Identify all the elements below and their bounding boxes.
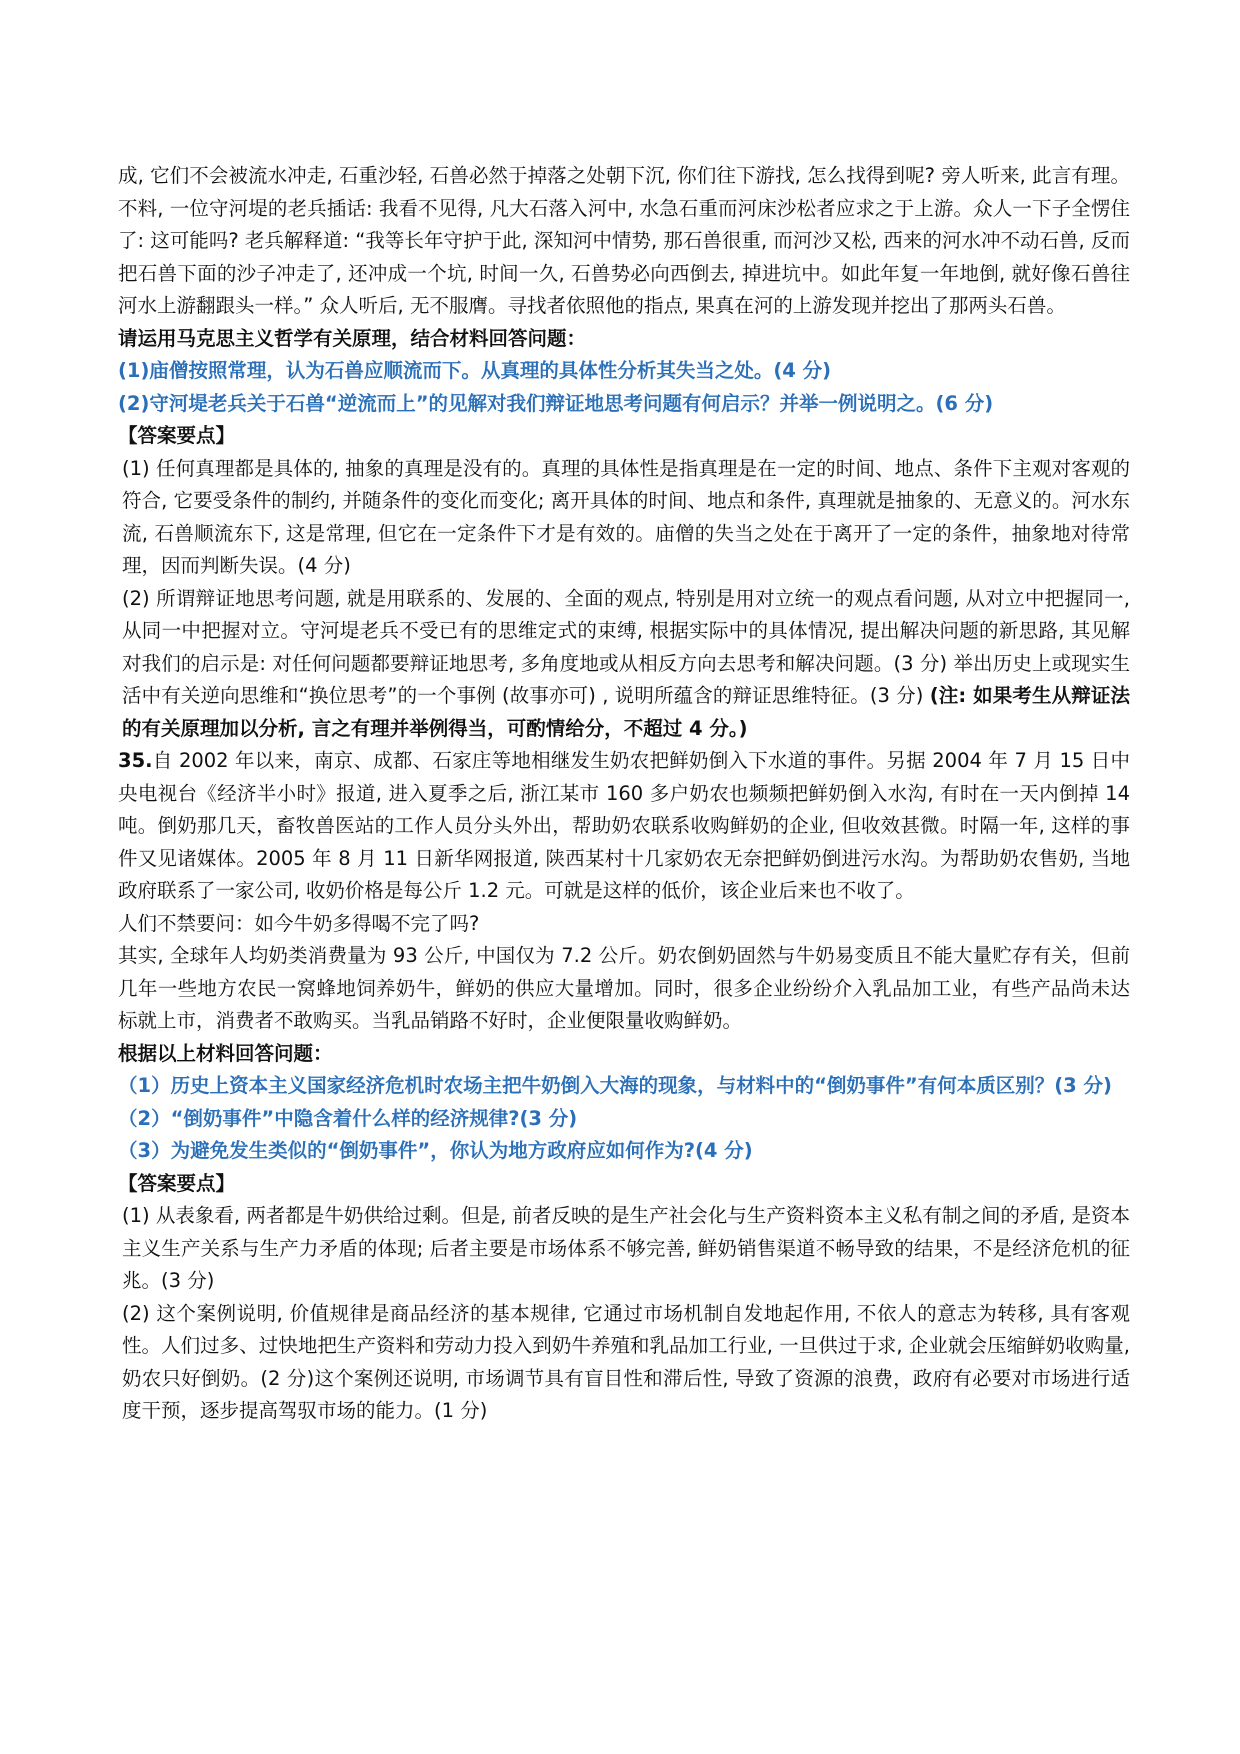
document-page bbox=[118, 160, 1130, 1428]
q34-answer-title: 【答案要点】 bbox=[118, 424, 236, 447]
q34-question-2: (2)守河堤老兵关于石兽“逆流而上”的见解对我们辩证地思考问题有何启示？并举一例说明之。(6 分) bbox=[118, 391, 994, 415]
q34-instruction: 请运用马克思主义哲学有关原理，结合材料回答问题： bbox=[118, 326, 587, 350]
q35-answer-title: 【答案要点】 bbox=[118, 1171, 236, 1195]
q35-material-1 bbox=[118, 745, 1130, 908]
q35-material-3: 其实, 全球年人均奶类消费量为 93 公斤, 中国仅为 7.2 公斤。奶农倒奶固然与牛奶易变质且不能大量贮存有关，但前几年一些地方农民一窝蜂地饲养奶牛，鲜奶的供应大量增加。同时，很多企业纷纷介入乳品加工业，有些产品尚未达标就上市，消费者不敢购买。当乳品销路不好时，企业便限量收购鲜奶。 bbox=[118, 944, 1130, 1032]
q35-answer-2: (2) 这个案例说明, 价值规律是商品经济的基本规律, 它通过市场机制自发地起作用, 不依人的意志为转移, 具有客观性。人们过多、过快地把生产资料和劳动力投入到奶牛养殖和乳品加工行业, 一旦供过于求, 企业就会压缩鲜奶收购量, 奶农只好倒奶。(2 分)这个案例还说明, 市场调节具有盲目性和滞后性, 导致了资源的浪费，政府有必要对市场进行适度干预，逐步提高驾驭市场的能力。(1 分) bbox=[122, 1301, 1130, 1422]
q34-answer-2-note: (注: 如果考生从辩证法的有关原理加以分析, 言之有理并举例得当，可酌情给分，不超过 4 分。) bbox=[122, 684, 1130, 740]
q35-material-2: 人们不禁要问：如今牛奶多得喝不完了吗? bbox=[118, 911, 480, 935]
q35-question-3: （3）为避免发生类似的“倒奶事件”，你认为地方政府应如何作为?(4 分) bbox=[118, 1139, 753, 1162]
q34-answer-1: (1) 任何真理都是具体的, 抽象的真理是没有的。真理的具体性是指真理是在一定的时间、地点、条件下主观对客观的符合, 它要受条件的制约, 并随条件的变化而变化; 离开具体的时间、地点和条件, 真理就是抽象的、无意义的。河水东流, 石兽顺流东下, 这是常理, 但它在一定条件下才是有效的。庙僧的失当之处在于离开了一定的条件，抽象地对待常理，因而判断失误。(4 分) bbox=[122, 456, 1130, 577]
q34-question-1: (1)庙僧按照常理，认为石兽应顺流而下。从真理的具体性分析其失当之处。(4 分) bbox=[118, 359, 832, 382]
q35-instruction: 根据以上材料回答问题： bbox=[118, 1041, 333, 1065]
story-paragraph: 成, 它们不会被流水冲走, 石重沙轻, 石兽必然于掉落之处朝下沉, 你们往下游找, 怎么找得到呢? 旁人听来, 此言有理。不料, 一位守河堤的老兵插话: 我看不见得, 凡大石落入河中, 水急石重而河床沙松者应求之于上游。众人一下子全愣住了: 这可能吗? 老兵解释道: “我等长年守护于此, 深知河中情势, 那石兽很重, 而河沙又松, 西来的河水冲不动石兽, 反而把石兽下面的沙子冲走了, 还冲成一个坑, 时间一久, 石兽势必向西倒去, 掉进坑中。如此年复一年地倒, 就好像石兽往河水上游翻跟头一样。” 众人听后, 无不服膺。寻找者依照他的指点, 果真在河的上游发现并挖出了那两头石兽。 bbox=[118, 164, 1130, 317]
q35-number: 35. bbox=[118, 749, 153, 772]
q35-answer-1: (1) 从表象看, 两者都是牛奶供给过剩。但是, 前者反映的是生产社会化与生产资料资本主义私有制之间的矛盾, 是资本主义生产关系与生产力矛盾的体现; 后者主要是市场体系不够完善, 鲜奶销售渠道不畅导致的结果，不是经济危机的征兆。(3 分) bbox=[122, 1204, 1130, 1292]
q35-material-1-text: 自 2002 年以来，南京、成都、石家庄等地相继发生奶农把鲜奶倒入下水道的事件。另据 2004 年 7 月 15 日中央电视台《经济半小时》报道, 进入夏季之后, 浙江某市 160 多户奶农也频频把鲜奶倒入水沟, 有时在一天内倒掉 14 吨。倒奶那几天，畜牧兽医站的工作人员分头外出，帮助奶农联系收购鲜奶的企业, 但收效甚微。时隔一年, 这样的事件又见诸媒体。2005 年 8 月 11 日新华网报道, 陕西某村十几家奶农无奈把鲜奶倒进污水沟。为帮助奶农售奶, 当地政府联系了一家公司, 收奶价格是每公斤 1.2 元。可就是这样的低价，该企业后来也不收了。 bbox=[118, 749, 1130, 902]
q35-question-2: （2）“倒奶事件”中隐含着什么样的经济规律?(3 分) bbox=[118, 1106, 578, 1130]
q35-question-1: （1）历史上资本主义国家经济危机时农场主把牛奶倒入大海的现象，与材料中的“倒奶事件”有何本质区别？(3 分) bbox=[118, 1074, 1112, 1097]
q34-answer-2 bbox=[118, 583, 1130, 746]
q34-answer-2-text: (2) 所谓辩证地思考问题, 就是用联系的、发展的、全面的观点, 特别是用对立统一的观点看问题, 从对立中把握同一, 从同一中把握对立。守河堤老兵不受已有的思维定式的束缚, 根据实际中的具体情况, 提出解决问题的新思路, 其见解对我们的启示是: 对任何问题都要辩证地思考, 多角度地或从相反方向去思考和解决问题。(3 分) 举出历史上或现实生活中有关逆向思维和“换位思考”的一个事例 (故事亦可) , 说明所蕴含的辩证思维特征。(3 分) bbox=[122, 586, 1130, 707]
